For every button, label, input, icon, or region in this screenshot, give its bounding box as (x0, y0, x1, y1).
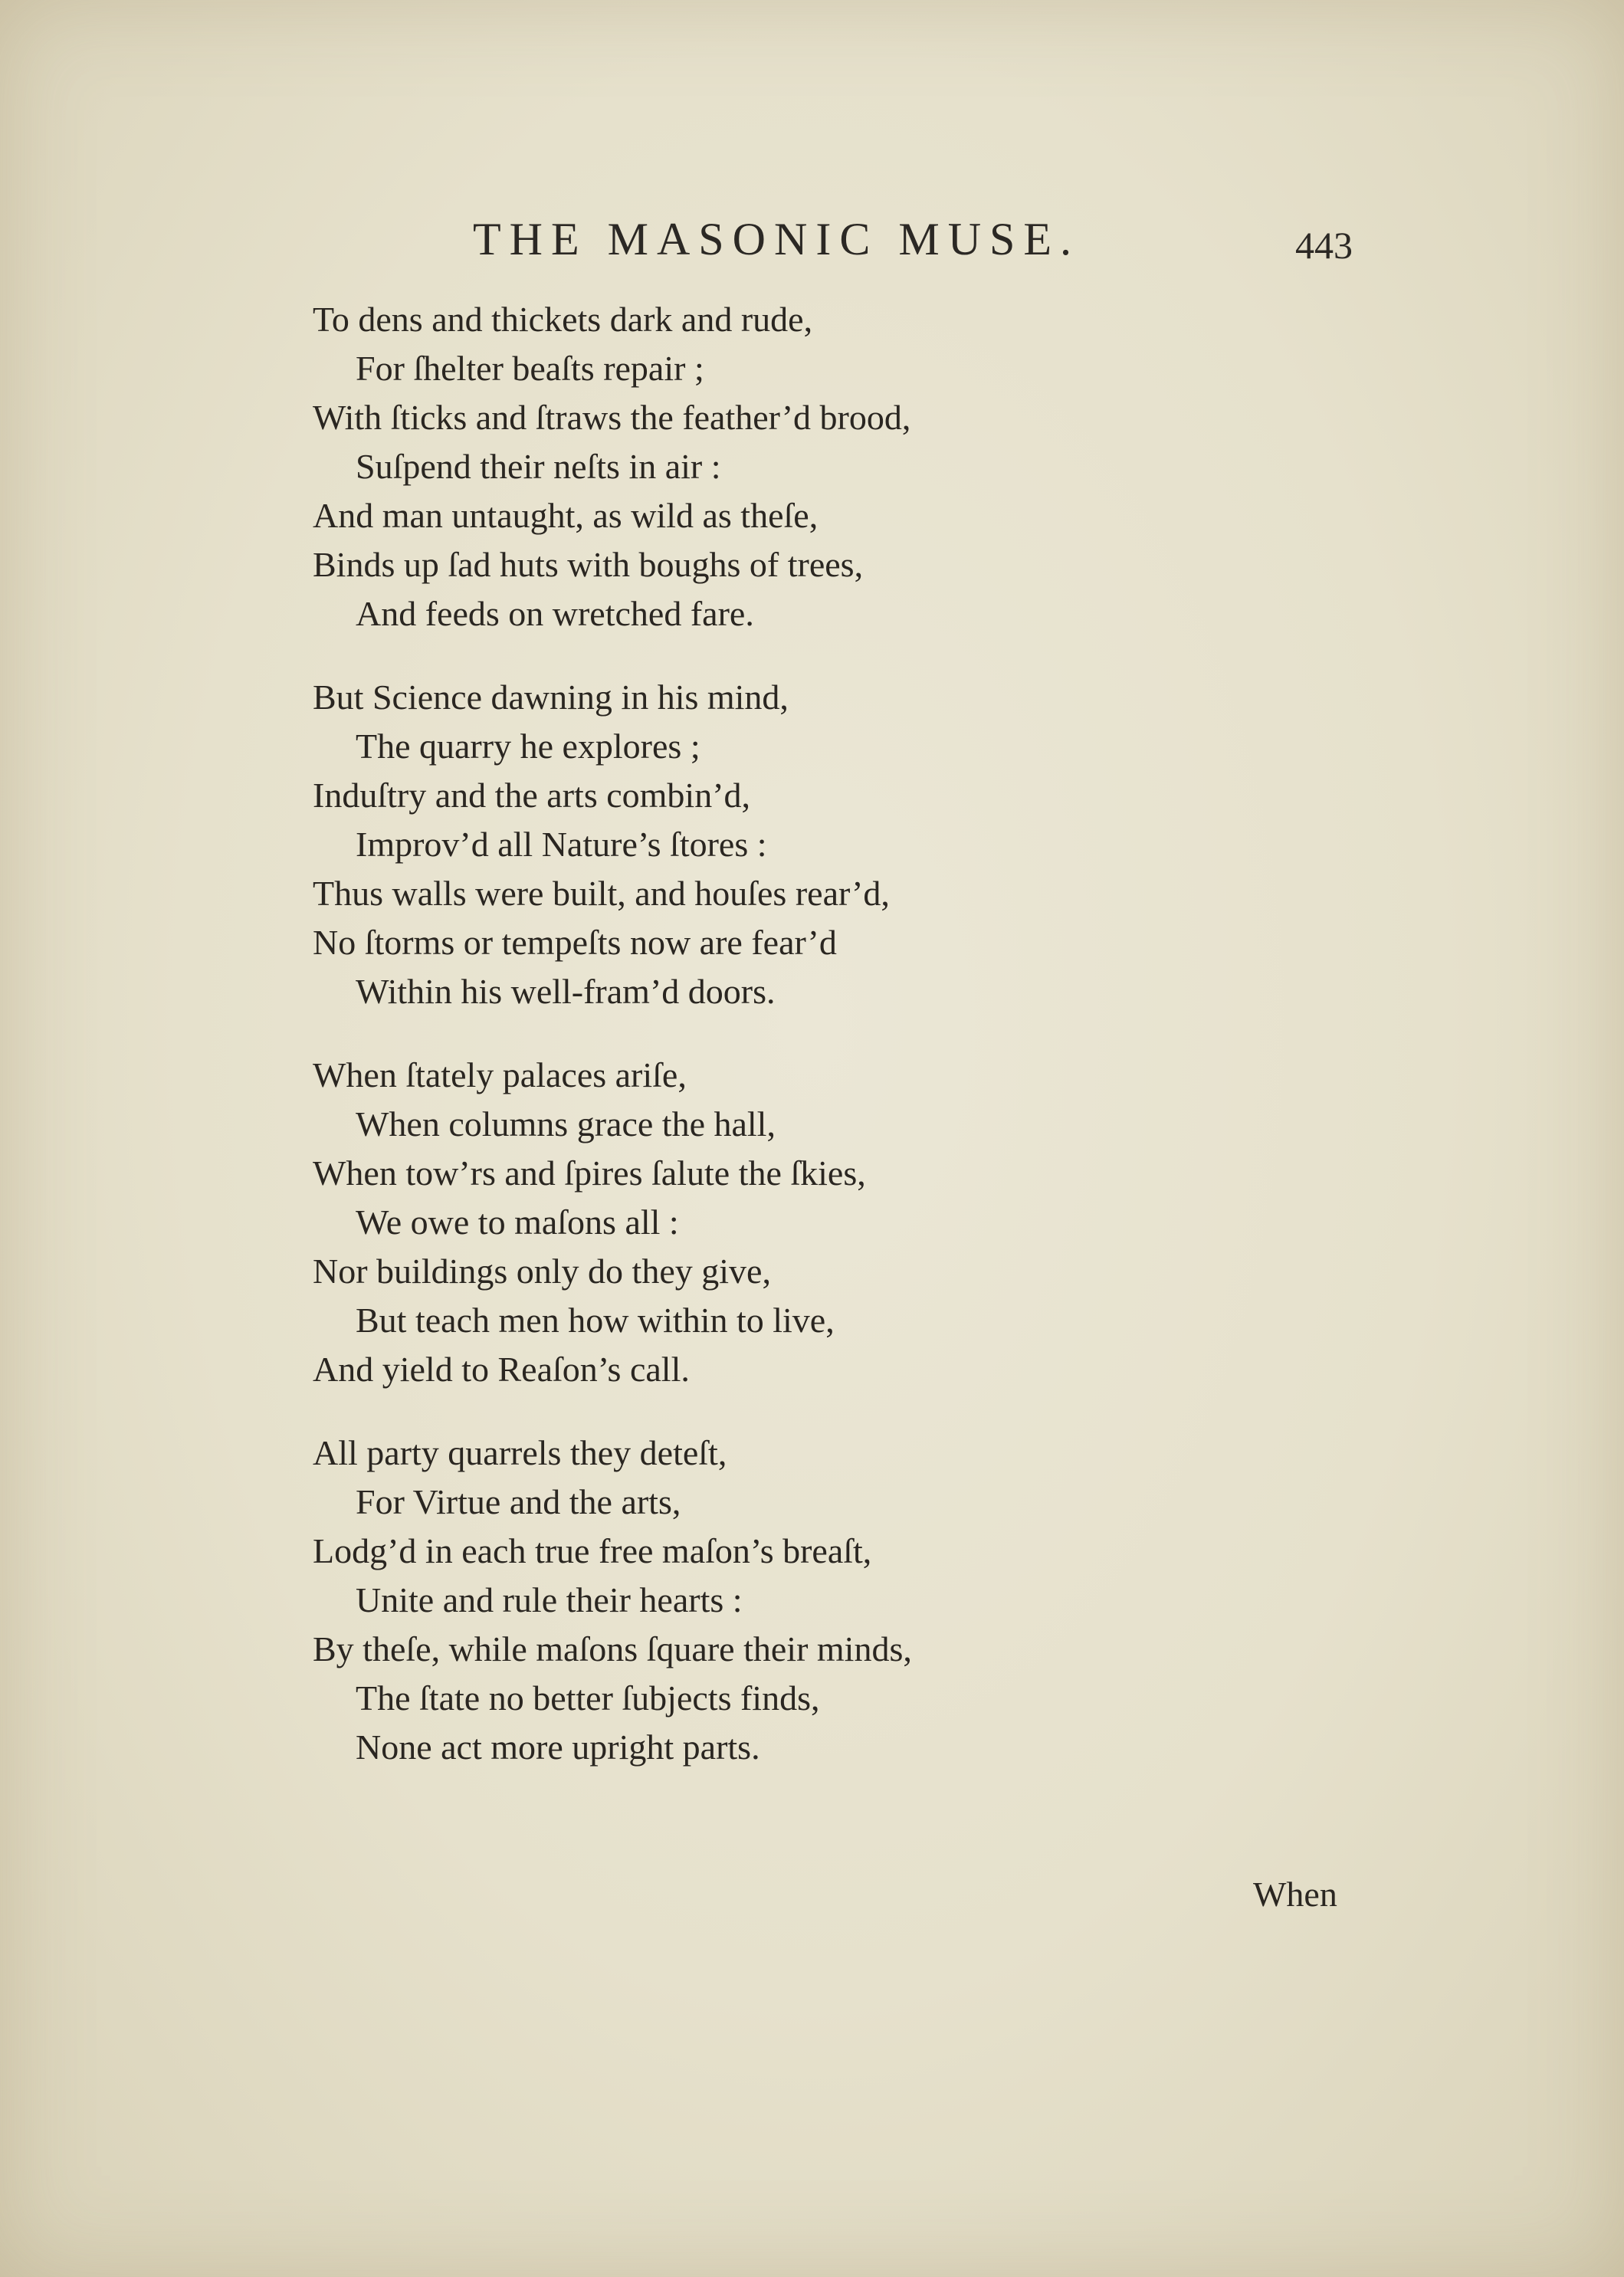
stanza-4-line-5: By theſe, while maſons ſquare their minds, (313, 1629, 912, 1668)
page-number: 443 (1295, 224, 1353, 267)
stanza-3-line-1: When ſtately palaces ariſe, (313, 1055, 687, 1094)
stanza-3-line-4: We owe to maſons all : (356, 1202, 679, 1242)
stanza-4-line-4: Unite and rule their hearts : (356, 1580, 743, 1619)
stanza-4-line-7: None act more upright parts. (356, 1727, 760, 1767)
stanza-4-line-1: All party quarrels they deteſt, (313, 1433, 727, 1472)
stanza-2-line-2: The quarry he explores ; (356, 727, 700, 766)
stanza-3-line-2: When columns grace the hall, (356, 1104, 776, 1143)
running-title: THE MASONIC MUSE. (473, 214, 1081, 264)
stanza-1-line-6: Binds up ſad huts with boughs of trees, (313, 545, 864, 584)
stanza-2-line-1: But Science dawning in his mind, (313, 678, 789, 717)
stanza-4-line-2: For Virtue and the arts, (356, 1482, 681, 1521)
stanza-1-line-5: And man untaught, as wild as theſe, (313, 496, 819, 535)
stanza-2-line-6: No ſtorms or tempeſts now are fear’d (313, 923, 837, 962)
stanza-1-line-1: To dens and thickets dark and rude, (313, 300, 813, 339)
stanza-3-line-3: When tow’rs and ſpires ſalute the ſkies, (313, 1153, 866, 1193)
stanza-2-line-5: Thus walls were built, and houſes rear’d, (313, 874, 890, 913)
stanza-3-line-5: Nor buildings only do they give, (313, 1252, 771, 1291)
stanza-1-line-2: For ſhelter beaſts repair ; (356, 349, 704, 388)
stanza-4-line-6: The ſtate no better ſubjects finds, (356, 1678, 820, 1718)
stanza-1-line-7: And feeds on wretched fare. (356, 594, 754, 633)
stanza-2-line-3: Induſtry and the arts combin’d, (313, 776, 751, 815)
stanza-1-line-3: With ſticks and ſtraws the feather’d brood, (313, 398, 911, 437)
stanza-2-line-4: Improv’d all Nature’s ſtores : (356, 825, 767, 864)
stanza-3-line-6: But teach men how within to live, (356, 1301, 835, 1340)
stanza-4-line-3: Lodg’d in each true free maſon’s breaſt, (313, 1531, 872, 1570)
stanza-2-line-7: Within his well-fram’d doors. (356, 972, 776, 1011)
stanza-1-line-4: Suſpend their neſts in air : (356, 447, 721, 486)
stanza-3-line-7: And yield to Reaſon’s call. (313, 1350, 690, 1389)
catchword: When (1253, 1875, 1337, 1914)
